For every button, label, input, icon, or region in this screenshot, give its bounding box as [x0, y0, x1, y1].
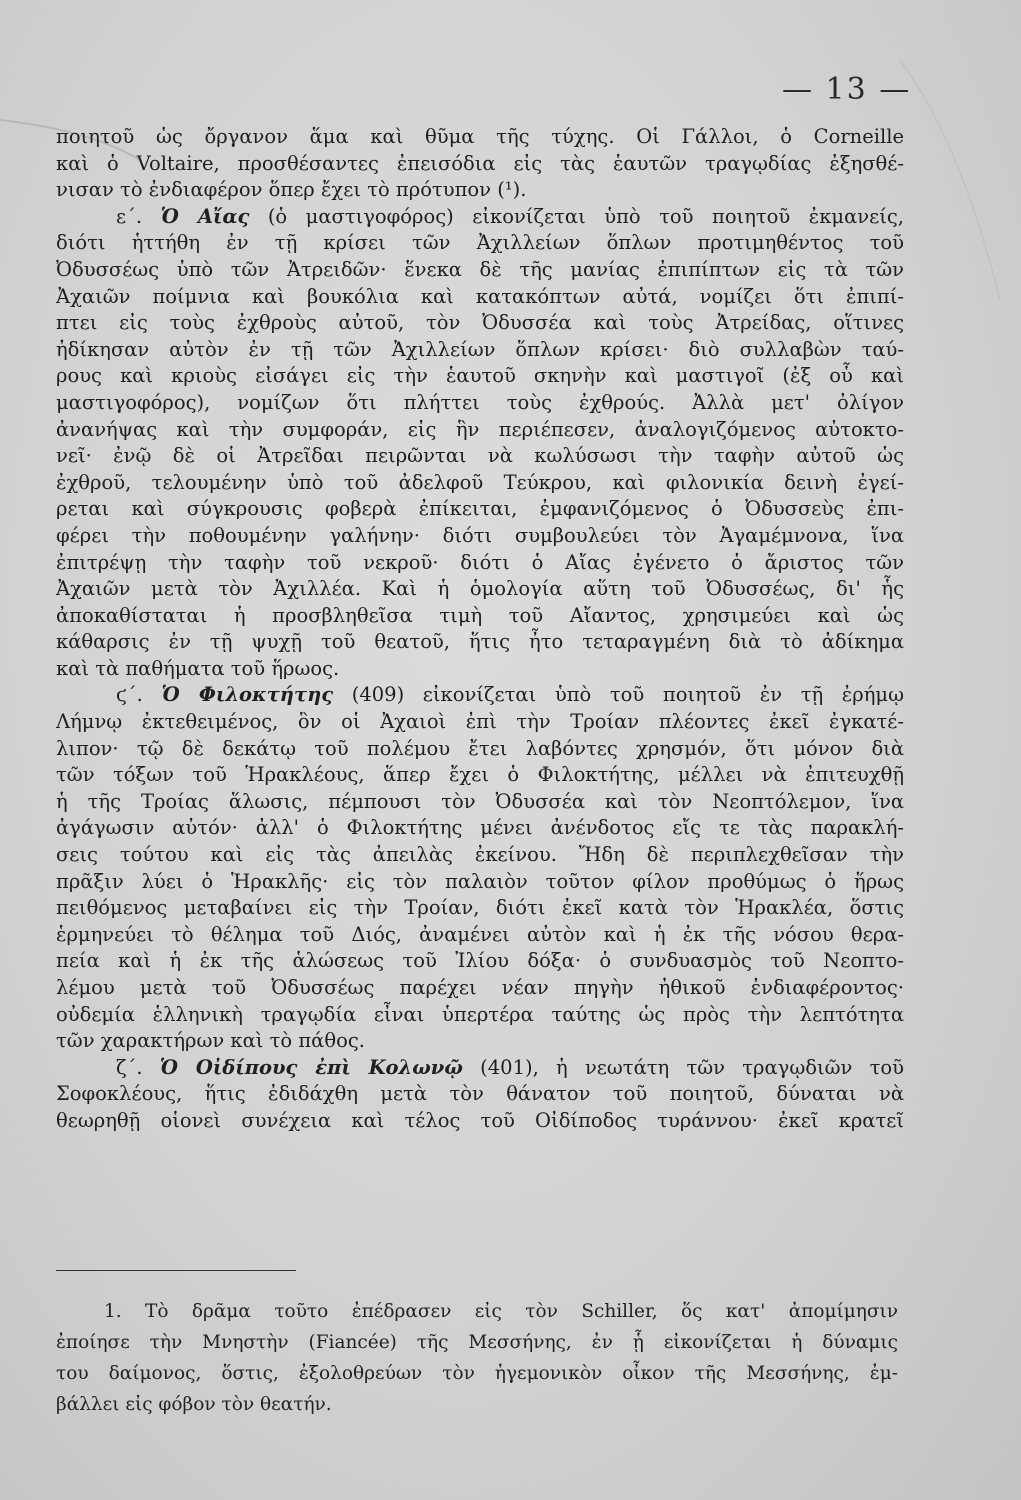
text-line: ἀποκαθίσταται ἡ προσβληθεῖσα τιμὴ τοῦ Αἴαντος, χρησιμεύει καὶ ὡς: [56, 603, 904, 627]
text-line: ρους καὶ κριοὺς εἰσάγει εἰς τὴν ἑαυτοῦ σκηνὴν καὶ μαστιγοῖ (ἐξ οὗ καὶ: [56, 364, 904, 388]
text-line: ἠδίκησαν αὐτὸν ἐν τῇ τῶν Ἀχιλλείων ὅπλων κρίσει· διὸ συλλαβὼν ταύ-: [56, 337, 904, 361]
text-fragment: (ὁ μαστιγοφόρος) εἰκονίζεται ὑπὸ τοῦ ποιητοῦ ἐκμανείς,: [249, 204, 904, 228]
text-line: [56, 682, 904, 709]
text-line: πειθόμενος μεταβαίνει εἰς τὴν Τροίαν, διότι ἐκεῖ κατὰ τὸν Ἡρακλέα, ὅστις: [56, 896, 904, 920]
text-line: Λήμνῳ ἐκτεθειμένος, ὃν οἱ Ἀχαιοὶ ἐπὶ τὴν Τροίαν πλέοντες ἐκεῖ ἐγκατέ-: [56, 710, 904, 734]
text-line: νεῖ· ἐνῷ δὲ οἱ Ἀτρεῖδαι πειρῶνται νὰ κωλύσωσι τὴν ταφὴν αὐτοῦ ὡς: [56, 444, 904, 468]
paragraph-philoktetes: [56, 682, 904, 1054]
text-line: ἐπιτρέψῃ τὴν ταφὴν τοῦ νεκροῦ· διότι ὁ Αἴας ἐγένετο ὁ ἄριστος τῶν: [56, 550, 904, 574]
text-line: κάθαρσις ἐν τῇ ψυχῇ τοῦ θεατοῦ, ἥτις ἦτο τεταραγμένη διὰ τὸ ἀδίκημα: [56, 630, 904, 654]
text-line: λιπον· τῷ δὲ δεκάτῳ τοῦ πολέμου ἔτει λαβόντες χρησμόν, ὅτι μόνον διὰ: [56, 736, 904, 760]
text-line: καὶ ὁ Voltaire, προσθέσαντες ἐπεισόδια εἰς τὰς ἑαυτῶν τραγῳδίας ἐξησθέ-: [56, 151, 904, 175]
section-marker: ϛ΄.: [116, 683, 143, 707]
footnote-line: ἐποίησε τὴν Μνηστὴν (Fiancée) τῆς Μεσσήνης, ἐν ᾗ εἰκονίζεται ἡ δύναμις: [56, 1332, 898, 1353]
paragraph-aias: [56, 204, 904, 683]
text-line: Ἀχαιῶν ποίμνια καὶ βουκόλια καὶ κατακόπτων αὐτά, νομίζει ὅτι ἐπιπί-: [56, 284, 904, 308]
text-line: διότι ἡττήθη ἐν τῇ κρίσει τῶν Ἀχιλλείων ὅπλων προτιμηθέντος τοῦ: [56, 231, 904, 255]
text-line: ρεται καὶ σύγκρουσις φοβερὰ ἐπίκειται, ἐμφανιζόμενος ὁ Ὀδυσσεὺς ἐπι-: [56, 497, 904, 521]
text-line: καὶ τὰ παθήματα τοῦ ἥρωος.: [56, 656, 340, 680]
paragraph-continuation: [56, 124, 904, 204]
text-line: πρᾶξιν λύει ὁ Ἡρακλῆς· εἰς τὸν παλαιὸν τοῦτον φίλον προθύμως ὁ ἥρως: [56, 869, 904, 893]
text-line: λέμου μετὰ τοῦ Ὀδυσσέως παρέχει νέαν πηγὴν ἠθικοῦ ἐνδιαφέροντος·: [56, 976, 904, 999]
text-fragment: (409) εἰκονίζεται ὑπὸ τοῦ ποιητοῦ ἐν τῇ ἐρήμῳ: [333, 683, 904, 707]
text-line: ἑρμηνεύει τὸ θέλημα τοῦ Διός, ἀναμένει αὐτὸν καὶ ἡ ἐκ τῆς νόσου θερα-: [56, 922, 904, 946]
text-line: [56, 1055, 904, 1082]
text-line: Σοφοκλέους, ἥτις ἐδιδάχθη μετὰ τὸν θάνατον τοῦ ποιητοῦ, δύναται νὰ: [56, 1082, 904, 1106]
play-title: Ὁ Αἴας: [160, 204, 250, 228]
text-line: σεις τούτου καὶ εἰς τὰς ἀπειλὰς ἐκείνου. Ἤδη δὲ περιπλεχθεῖσαν τὴν: [56, 843, 904, 867]
text-line: μαστιγοφόρος), νομίζων ὅτι πλήττει τοὺς ἐχθρούς. Ἀλλὰ μετ' ὀλίγον: [56, 390, 904, 414]
text-line: ἐχθροῦ, τελουμένην ὑπὸ τοῦ ἀδελφοῦ Τεύκρου, καὶ φιλονικία δεινὴ ἐγεί-: [56, 470, 904, 494]
footnote-line: 1. Τὸ δρᾶμα τοῦτο ἐπέδρασεν εἰς τὸν Schiller, ὅς κατ' ἀπομίμησιν: [104, 1301, 898, 1322]
footnote-divider: [56, 1270, 296, 1271]
play-title: Ὁ Φιλοκτήτης: [161, 683, 334, 707]
text-line: Ἀχαιῶν μετὰ τὸν Ἀχιλλέα. Καὶ ἡ ὁμολογία αὕτη τοῦ Ὀδυσσέως, δι' ἧς: [56, 577, 904, 601]
main-text: [56, 124, 904, 1135]
text-line: φέρει τὴν ποθουμένην γαλήνην· διότι συμβουλεύει τὸν Ἀγαμέμνονα, ἵνα: [56, 523, 904, 547]
text-line: τῶν τόξων τοῦ Ἡρακλέους, ἅπερ ἔχει ὁ Φιλοκτήτης, μέλλει νὰ ἐπιτευχθῇ: [56, 763, 904, 787]
text-line: ἀγάγωσιν αὐτόν· ἀλλ' ὁ Φιλοκτήτης μένει ἀνένδοτος εἴς τε τὰς παρακλή-: [56, 816, 904, 840]
paragraph-oidipous: [56, 1055, 904, 1135]
footnote-line: βάλλει εἰς φόβον τὸν θεατήν.: [56, 1394, 332, 1415]
text-line: τῶν χαρακτήρων καὶ τὸ πάθος.: [56, 1029, 365, 1053]
play-title: Ὁ Οἰδίπους ἐπὶ Κολωνῷ: [159, 1055, 463, 1079]
section-marker: ε΄.: [116, 204, 143, 228]
text-line: θεωρηθῇ οἱονεὶ συνέχεια καὶ τέλος τοῦ Οἰδίποδος τυράννου· ἐκεῖ κρατεῖ: [56, 1108, 904, 1132]
text-line: νισαν τὸ ἐνδιαφέρον ὅπερ ἔχει τὸ πρότυπον (¹).: [56, 178, 527, 202]
page-number: — 13 —: [782, 72, 912, 107]
footnote-line: του δαίμονος, ὅστις, ἐξολοθρεύων τὸν ἡγεμονικὸν οἶκον τῆς Μεσσήνης, ἐμ-: [56, 1363, 898, 1384]
text-line: οὐδεμία ἑλληνικὴ τραγῳδία εἶναι ὑπερτέρα ταύτης ὡς πρὸς τὴν λεπτότητα: [56, 1002, 904, 1026]
text-line: πτει εἰς τοὺς ἐχθροὺς αὐτοῦ, τὸν Ὀδυσσέα καὶ τοὺς Ἀτρείδας, οἵτινες: [56, 311, 904, 335]
text-line: πεία καὶ ἡ ἐκ τῆς ἁλώσεως τοῦ Ἰλίου δόξα· ὁ συνδυασμὸς τοῦ Νεοπτο-: [56, 949, 904, 973]
text-line: ἡ τῆς Τροίας ἅλωσις, πέμπουσι τὸν Ὀδυσσέα καὶ τὸν Νεοπτόλεμον, ἵνα: [56, 789, 904, 813]
text-line: Ὀδυσσέως ὑπὸ τῶν Ἀτρειδῶν· ἕνεκα δὲ τῆς μανίας ἐπιπίπτων εἰς τὰ τῶν: [56, 257, 904, 281]
section-marker: ζ΄.: [116, 1055, 143, 1079]
text-line: ποιητοῦ ὡς ὄργανον ἅμα καὶ θῦμα τῆς τύχης. Οἱ Γάλλοι, ὁ Corneille: [56, 125, 904, 148]
text-fragment: (401), ἡ νεωτάτη τῶν τραγῳδιῶν τοῦ: [462, 1055, 904, 1079]
text-line: ἀνανήψας καὶ τὴν συμφοράν, εἰς ἣν περιέπεσεν, ἀναλογιζόμενος αὐτοκτο-: [56, 417, 904, 441]
text-line: [56, 204, 904, 231]
footnote: [56, 1296, 898, 1420]
